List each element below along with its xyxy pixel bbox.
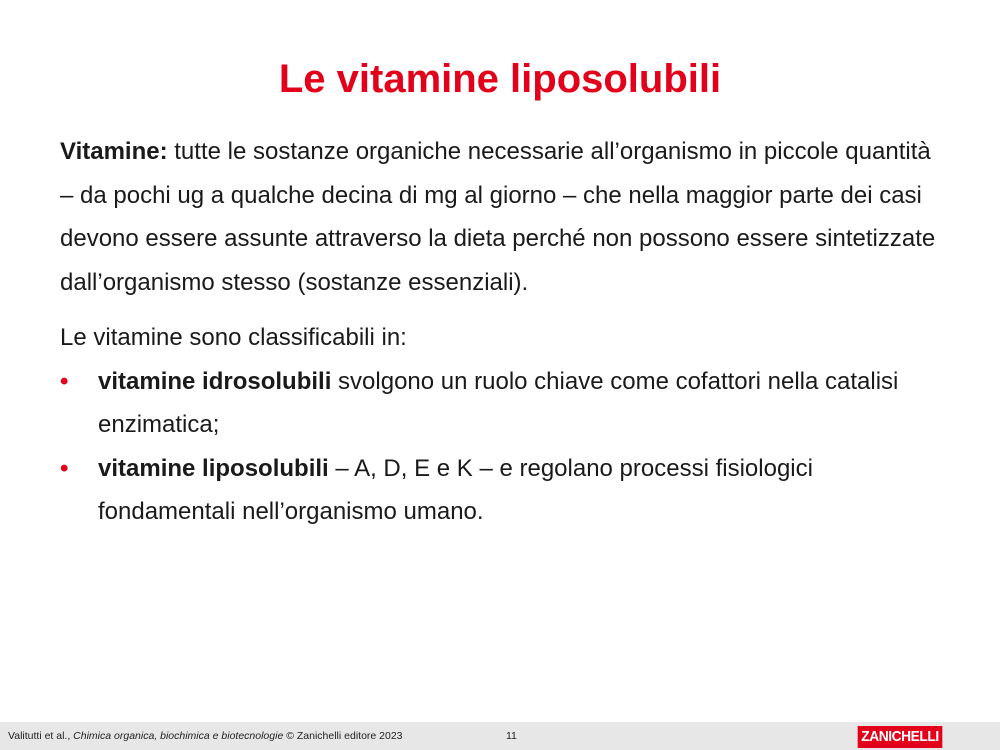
paragraph-spacer xyxy=(60,304,940,316)
publisher-logo: ZANICHELLI xyxy=(858,726,943,748)
footer-authors: Valitutti et al., xyxy=(8,730,74,742)
bullet-bold-term: vitamine idrosolubili xyxy=(98,367,332,395)
definition-text: tutte le sostanze organiche necessarie all’organismo in piccole quantità – da pochi ug a qualche decina di mg al giorno – che nella maggior parte dei casi devono essere assunte attraverso la dieta perché non possono essere sintetizzate dall’organismo stesso (sostanze essenziali). xyxy=(60,138,936,296)
slide-content xyxy=(60,130,940,534)
slide-title: Le vitamine liposolubili xyxy=(278,57,722,101)
bullet-icon: • xyxy=(60,367,69,395)
definition-term: Vitamine: xyxy=(60,138,168,165)
footer-publisher: © Zanichelli editore 2023 xyxy=(283,730,403,742)
bullet-text: – A, D, E e K – e regolano processi fisiologici fondamentali nell’organismo umano. xyxy=(98,454,813,525)
footer-book-title: Chimica organica, biochimica e biotecnologie xyxy=(73,730,284,742)
definition-paragraph xyxy=(60,130,940,304)
bullet-text: svolgono un ruolo chiave come cofattori nella catalisi enzimatica; xyxy=(98,367,899,438)
footer-bar xyxy=(0,722,1000,750)
bullet-bold-term: vitamine liposolubili xyxy=(98,454,329,482)
intro-text: Le vitamine sono classificabili in: xyxy=(60,324,407,351)
list-item xyxy=(60,360,940,447)
footer-citation xyxy=(8,730,403,742)
classification-list xyxy=(60,360,940,534)
page-number: 11 xyxy=(506,730,517,742)
list-item xyxy=(60,447,940,534)
bullet-icon: • xyxy=(60,454,69,482)
